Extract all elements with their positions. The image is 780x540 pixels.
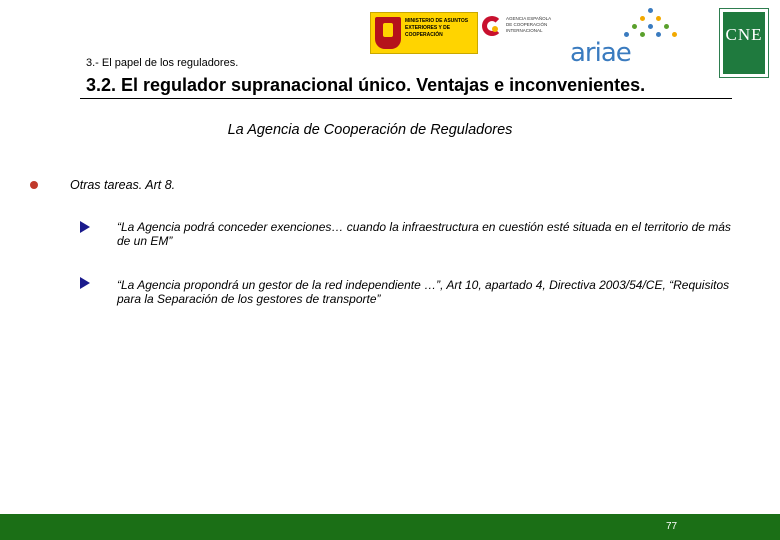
sub-bullet-text-2: “La Agencia propondrá un gestor de la red independiente …”, Art 10, apartado 4, Directiva 2003/54/CE, “Requisitos para la Separación de los gestores de transporte” (117, 278, 730, 306)
slide-subtitle: La Agencia de Cooperación de Reguladores (227, 122, 513, 138)
ariae-wordmark: ariae (570, 38, 631, 68)
coat-of-arms-icon (375, 17, 401, 49)
bullet-dot-icon (30, 181, 38, 189)
sub-bullet-arrow-icon (80, 221, 90, 233)
ariae-dots-icon (622, 8, 682, 44)
cne-logo-text: CNE (725, 25, 763, 44)
aecid-logo (482, 14, 552, 50)
footer-bar (0, 514, 780, 540)
sub-bullet-arrow-icon (80, 277, 90, 289)
ministerio-logo (370, 12, 478, 54)
logo-bar (370, 8, 780, 80)
aecid-mark-icon (482, 16, 502, 36)
cne-logo (719, 8, 769, 78)
ministerio-logo-text: MINISTERIO DE ASUNTOS EXTERIORES Y DE COOPERACIÓN (405, 18, 469, 38)
page-number: 77 (666, 521, 678, 532)
section-breadcrumb: 3.- El papel de los reguladores. (86, 57, 239, 69)
ariae-logo (570, 8, 680, 68)
bullet-level1-text: Otras tareas. Art 8. (70, 178, 176, 192)
sub-bullet-text-1: “La Agencia podrá conceder exenciones… cuando la infraestructura en cuestión esté situada en el territorio de más de un EM” (117, 220, 731, 248)
title-divider (80, 98, 732, 99)
slide-title: 3.2. El regulador supranacional único. Ventajas e inconvenientes. (86, 75, 646, 95)
aecid-logo-text: AGENCIA ESPAÑOLA DE COOPERACIÓN INTERNACIONAL (506, 16, 551, 33)
